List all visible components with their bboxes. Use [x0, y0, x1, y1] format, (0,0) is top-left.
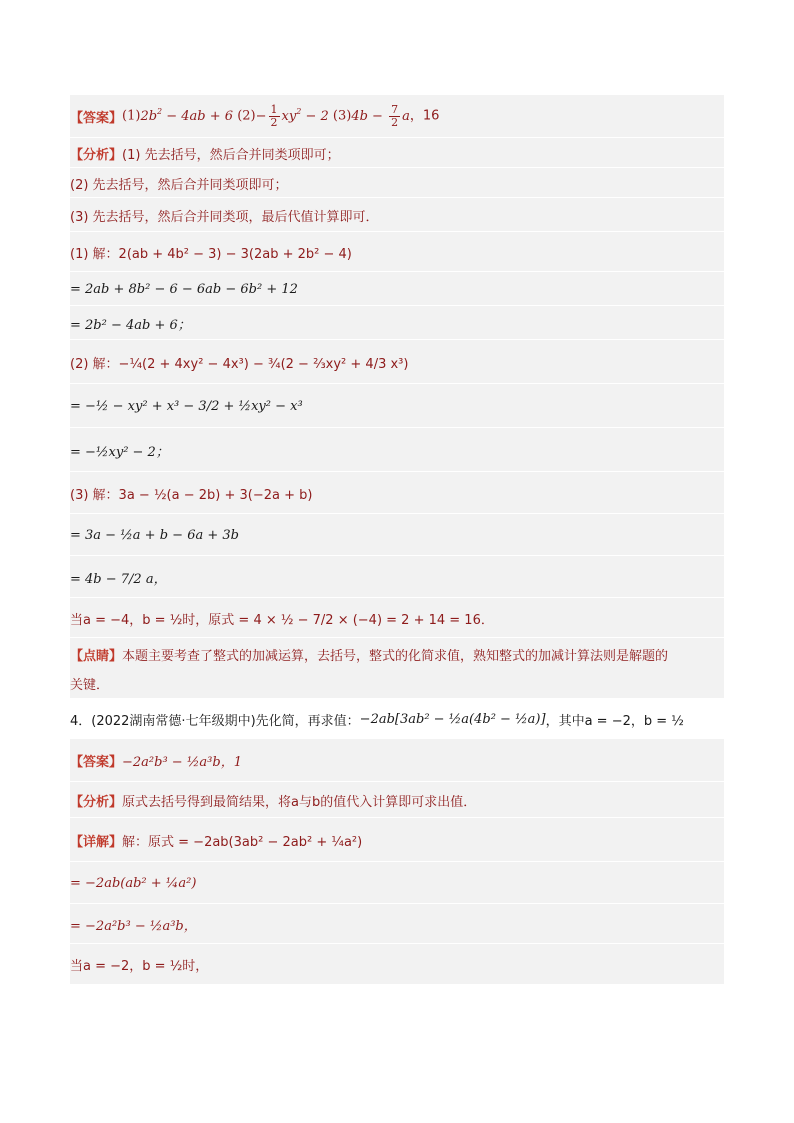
q4-answer-tag: 【答案】 — [70, 754, 123, 770]
q4-detail-text-4: 当a = −2，b = ½时， — [70, 959, 209, 974]
analysis-text-3: (3) 先去括号，然后合并同类项，最后代值计算即可． — [70, 209, 379, 225]
q3-solution-line-9 — [70, 555, 724, 598]
q4-answer-text: −2a²b³ − ½a³b，1 — [122, 754, 242, 770]
analysis-text-1: (1) 先去括号，然后合并同类项即可； — [122, 147, 340, 163]
solution-5-text: = −½ − xy² + x³ − 3/2 + ½xy² − x³ — [70, 398, 303, 414]
q4-detail-line-3 — [70, 903, 724, 944]
q4-answer-line — [70, 739, 724, 781]
q3-solution-line-7 — [70, 471, 724, 514]
q3-solution-line-10 — [70, 597, 724, 638]
q3-solution-block — [70, 95, 724, 698]
solution-9-text: = 4b − 7/2 a， — [70, 571, 167, 587]
q4-number: 4． — [70, 713, 92, 729]
solution-10-text: 当a = −4，b = ½时，原式 = 4 × ½ − 7/2 × (−4) = 2 + 14 = 16． — [70, 612, 494, 628]
q3-solution-line-6 — [70, 427, 724, 472]
solution-6-text: = −½xy² − 2； — [70, 444, 169, 460]
answer-tag: 【答案】 — [70, 110, 123, 126]
q3-point-line-2 — [70, 669, 724, 698]
q4-detail-text-3: = −2a²b³ − ½a³b， — [70, 918, 197, 934]
analysis-tag: 【分析】 — [70, 147, 123, 163]
q3-solution-line-3 — [70, 305, 724, 340]
q4-solution-block — [70, 739, 724, 984]
answer-text: $(1)2b^2 - 4ab + 6$ (2)− $\frac{1}{2}$ $xy^2 - 2$ (3)4b − $\frac{7}{2}$ a，16 — [122, 102, 440, 129]
q4-analysis-line — [70, 781, 724, 818]
q3-solution-line-2 — [70, 271, 724, 306]
solution-3-text: = 2b² − 4ab + 6； — [70, 317, 191, 333]
q4-detail-line-2 — [70, 861, 724, 904]
solution-4-text: (2) 解：−¼(2 + 4xy² − 4x³) − ¾(2 − ⅔xy² + 4/3 x³) — [70, 356, 409, 372]
q4-source: (2022湖南常德·七年级期中) — [91, 713, 256, 729]
q3-solution-line-4 — [70, 339, 724, 384]
q4-condition: ，其中a = −2，b = ½ — [545, 713, 684, 729]
q4-detail-text-2: = −2ab(ab² + ¼a²) — [70, 875, 197, 891]
q3-analysis-line-2 — [70, 167, 724, 198]
q4-expression: −2ab[3ab² − ½a(4b² − ½a)] — [359, 711, 546, 727]
analysis-text-2: (2) 先去括号，然后合并同类项即可； — [70, 177, 288, 193]
point-text-2: 关键． — [70, 678, 110, 693]
q3-analysis-line-3 — [70, 197, 724, 232]
q4-detail-line-1 — [70, 817, 724, 862]
q3-point-line-1 — [70, 637, 724, 670]
q3-solution-line-8 — [70, 513, 724, 556]
solution-8-text: = 3a − ½a + b − 6a + 3b — [70, 527, 239, 543]
point-text-1: 本题主要考查了整式的加减运算，去括号，整式的化简求值，熟知整式的加减计算法则是解题的 — [122, 648, 669, 664]
solution-2-text: = 2ab + 8b² − 6 − 6ab − 6b² + 12 — [70, 281, 298, 297]
q3-analysis-line-1 — [70, 137, 724, 168]
q4-analysis-tag: 【分析】 — [70, 794, 123, 810]
q4-prompt: 先化简，再求值： — [255, 713, 360, 729]
q4-detail-line-4 — [70, 943, 724, 985]
point-tag: 【点睛】 — [70, 648, 123, 664]
solution-7-text: (3) 解：3a − ½(a − 2b) + 3(−2a + b) — [70, 487, 313, 503]
solution-1-text: (1) 解：2(ab + 4b² − 3) − 3(2ab + 2b² − 4) — [70, 246, 352, 262]
q4-analysis-text: 原式去括号得到最简结果，将a与b的值代入计算即可求出值． — [122, 794, 477, 810]
q4-detail-text-1: 解：原式 = −2ab(3ab² − 2ab² + ¼a²) — [122, 834, 363, 850]
q3-solution-line-1 — [70, 231, 724, 272]
q3-solution-line-5 — [70, 383, 724, 428]
q3-answer-line — [70, 95, 724, 137]
q4-prompt-line — [70, 699, 724, 739]
q4-detail-tag: 【详解】 — [70, 834, 123, 850]
